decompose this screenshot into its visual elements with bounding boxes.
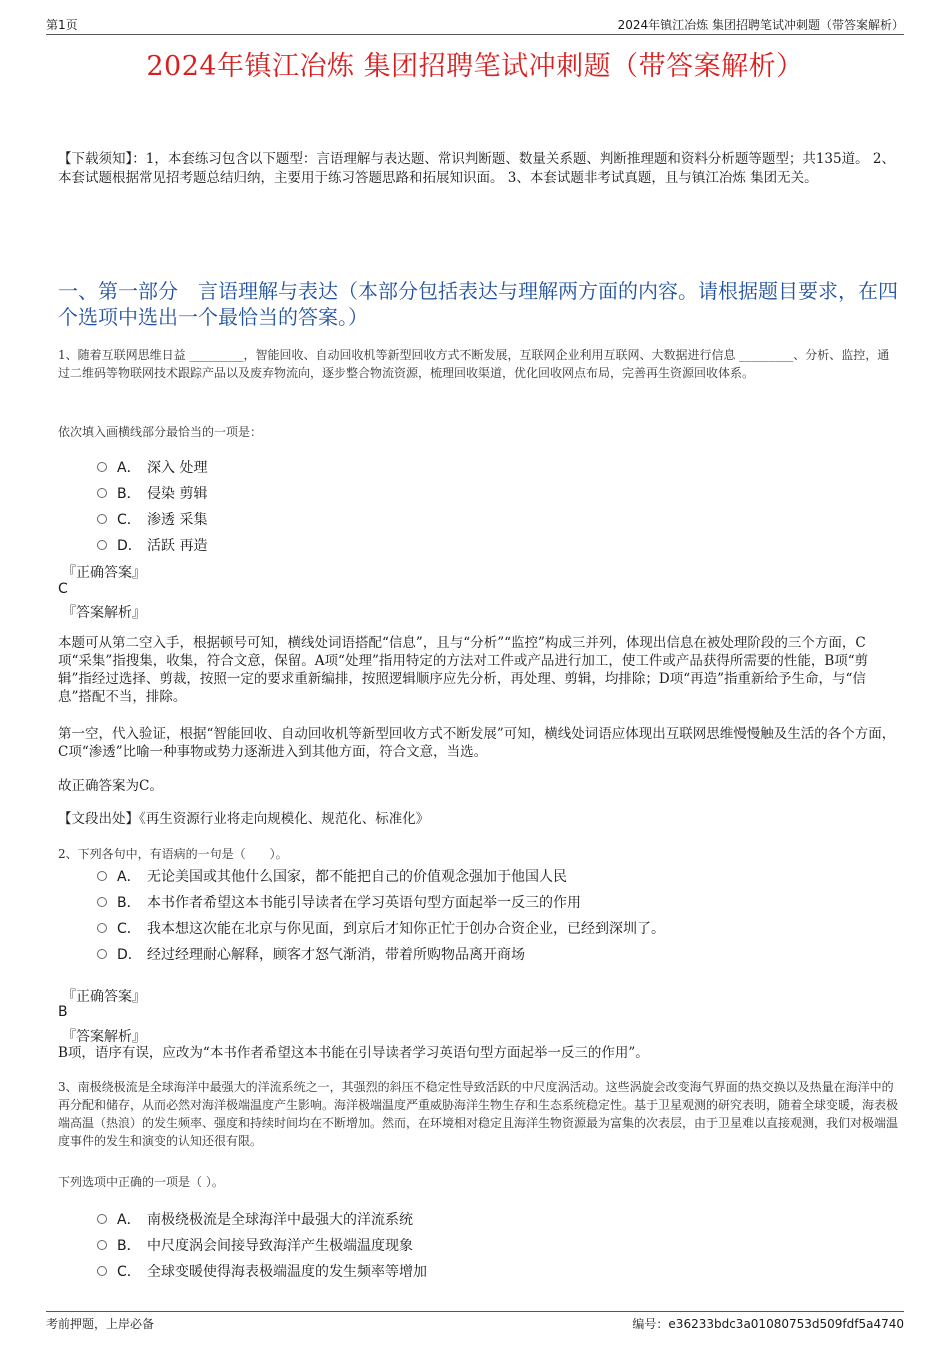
q3-option-b[interactable]: B． 中尺度涡会间接导致海洋产生极端温度现象 <box>97 1235 413 1255</box>
radio-icon[interactable] <box>97 488 107 498</box>
q1-correct-answer: C <box>58 581 68 597</box>
q1-correct-answer-label: 『正确答案』 <box>62 565 146 581</box>
q1-analysis-para-2: 第一空，代入验证，根据“智能回收、自动回收机等新型回收方式不断发展”可知，横线处词语应体现出互联网思维慢慢触及生活的各个方面，C项“渗透”比喻一种事物或势力逐渐进入到其他方面，符合文意，当选。 <box>58 726 896 760</box>
q1-analysis-para-3: 故正确答案为C。 <box>58 778 163 794</box>
page-title: 2024年镇江冶炼 集团招聘笔试冲刺题（带答案解析） <box>146 51 804 82</box>
q3-option-c[interactable]: C． 全球变暖使得海表极端温度的发生频率等增加 <box>97 1261 427 1281</box>
q2-correct-answer-label: 『正确答案』 <box>62 989 146 1005</box>
q1-analysis-label: 『答案解析』 <box>62 605 146 621</box>
radio-icon[interactable] <box>97 949 107 959</box>
question-1-stem: 1、随着互联网思维日益 _________，智能回收、自动回收机等新型回收方式不断发展，互联网企业利用互联网、大数据进行信息 _________、分析、监控，通过二维码等物联网技术跟踪产品以及废弃物流向，逐步整合物流资源，梳理回收渠道，优化回收网点布局，完善再生资源回收体系。 <box>58 348 890 380</box>
radio-icon[interactable] <box>97 1266 107 1276</box>
question-1-prompt: 依次填入画横线部分最恰当的一项是： <box>58 425 263 439</box>
radio-icon[interactable] <box>97 897 107 907</box>
radio-icon[interactable] <box>97 514 107 524</box>
q1-option-d[interactable]: D． 活跃 再造 <box>97 535 207 555</box>
q2-option-b[interactable]: B． 本书作者希望这本书能引导读者在学习英语句型方面起举一反三的作用 <box>97 892 581 912</box>
radio-icon[interactable] <box>97 871 107 881</box>
q1-option-b[interactable]: B． 侵染 剪辑 <box>97 483 207 503</box>
question-3-prompt: 下列选项中正确的一项是（ ）。 <box>58 1175 224 1189</box>
q2-analysis: B项，语序有误，应改为“本书作者希望这本书能在引导读者学习英语句型方面起举一反三的作用”。 <box>58 1045 649 1061</box>
radio-icon[interactable] <box>97 1240 107 1250</box>
radio-icon[interactable] <box>97 540 107 550</box>
question-3-stem: 3、南极绕极流是全球海洋中最强大的洋流系统之一，其强烈的斜压不稳定性导致活跃的中尺度涡活动。这些涡旋会改变海气界面的热交换以及热量在海洋中的再分配和储存，从而必然对海洋极端温度产生影响。海洋极端温度严重威胁海洋生物生存和生态系统稳定性。基于卫星观测的研究表明，随着全球变暖，海表极端高温（热浪）的发生频率、强度和持续时间均在不断增加。然而，在环境相对稳定且海洋生物资源最为富集的次表层，由于卫星难以直接观测，我们对极端温度事件的发生和演变的认知还很有限。 <box>58 1080 899 1148</box>
document-id: 编号：e36233bdc3a01080753d509fdf5a4740 <box>632 1317 904 1331</box>
q1-analysis-para-1: 本题可从第二空入手，根据顿号可知，横线处词语搭配“信息”，且与“分析”“监控”构成三并列，体现出信息在被处理阶段的三个方面，C项“采集”指搜集，收集，符合文意，保留。A项“处理”指用特定的方法对工件或产品进行加工，使工件或产品获得所需要的性能，B项“剪辑”指经过选择、剪裁，按照一定的要求重新编排，按照逻辑顺序应先分析，再处理、剪辑，均排除；D项“再造”指重新给予生命，与“信息”搭配不当，排除。 <box>58 635 869 705</box>
q3-option-a[interactable]: A． 南极绕极流是全球海洋中最强大的洋流系统 <box>97 1209 413 1229</box>
q1-source: 【文段出处】《再生资源行业将走向规模化、规范化、标准化》 <box>58 811 430 827</box>
footer-slogan: 考前押题，上岸必备 <box>46 1317 155 1331</box>
section-heading: 一、第一部分 言语理解与表达（本部分包括表达与理解两方面的内容。请根据题目要求，在四个选项中选出一个最恰当的答案。） <box>58 279 898 329</box>
q1-option-a[interactable]: A． 深入 处理 <box>97 457 207 477</box>
header-doc-title: 2024年镇江冶炼 集团招聘笔试冲刺题（带答案解析） <box>617 18 904 32</box>
q2-correct-answer: B <box>58 1004 68 1020</box>
q2-option-c[interactable]: C． 我本想这次能在北京与你见面，到京后才知你正忙于创办合资企业，已经到深圳了。 <box>97 918 665 938</box>
page-footer <box>46 1311 904 1331</box>
q2-analysis-label: 『答案解析』 <box>62 1029 146 1045</box>
download-notice: 【下载须知】：1，本套练习包含以下题型：言语理解与表达题、常识判断题、数量关系题、判断推理题和资料分析题等题型；共135道。 2、本套试题根据常见招考题总结归纳，主要用于练习答题思路和拓展知识面。 3、本套试题非考试真题，且与镇江冶炼 集团无关。 <box>58 151 895 186</box>
q1-option-c[interactable]: C． 渗透 采集 <box>97 509 207 529</box>
page-header <box>46 14 904 35</box>
page-number: 第1页 <box>46 18 78 32</box>
radio-icon[interactable] <box>97 1214 107 1224</box>
radio-icon[interactable] <box>97 462 107 472</box>
q2-option-d[interactable]: D． 经过经理耐心解释，顾客才怒气渐消，带着所购物品离开商场 <box>97 944 525 964</box>
radio-icon[interactable] <box>97 923 107 933</box>
question-2-stem: 2、下列各句中，有语病的一句是（ ）。 <box>58 847 288 861</box>
q2-option-a[interactable]: A． 无论美国或其他什么国家，都不能把自己的价值观念强加于他国人民 <box>97 866 567 886</box>
